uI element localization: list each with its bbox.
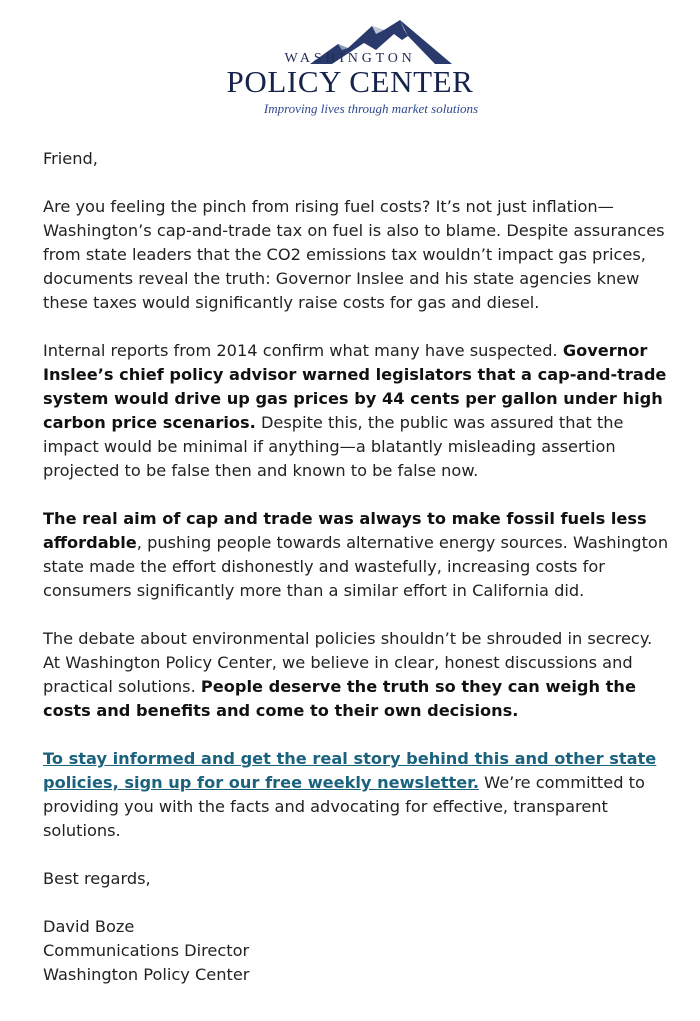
paragraph-1: Are you feeling the pinch from rising fuel costs? It’s not just inflation—Washington’s cap-and-trade tax on fuel is also to blame. Despite assurances from state leaders that the CO2 emissions tax wouldn’t impact gas prices, documents reveal the truth: Governor Inslee and his state agencies knew these taxes would significantly raise costs for gas and diesel.	[43, 197, 665, 312]
paragraph-5-end: We’re committed to providing you with the facts and advocating for effective, transparent solutions.	[43, 773, 645, 840]
paragraph-4-start: The debate about environmental policies shouldn’t be shrouded in secrecy. At Washington Policy Center, we believe in clear, honest discussions and practical solutions.	[43, 629, 653, 696]
paragraph-2-start: Internal reports from 2014 confirm what many have suspected.	[43, 341, 563, 360]
paragraph-2-bold: Governor Inslee’s chief policy advisor warned legislators that a cap-and-trade system would drive up gas prices by 44 cents per gallon under high carbon price scenarios.	[43, 341, 667, 432]
paragraph-4	[43, 627, 673, 723]
paragraph-2	[43, 339, 673, 483]
email-body	[43, 147, 673, 987]
logo-tagline: Improving lives through market solutions	[263, 101, 479, 116]
greeting: Friend,	[43, 149, 98, 168]
paragraph-3	[43, 507, 673, 603]
paragraph-3-end: , pushing people towards alternative energy sources. Washington state made the effort dishonestly and wastefully, increasing costs for consumers significantly more than a similar effort in California did.	[43, 533, 669, 600]
logo-org-top: WASHINGTON	[284, 51, 416, 66]
paragraph-3-bold: The real aim of cap and trade was always to make fossil fuels less affordable	[43, 509, 647, 552]
signature-title: Communications Director	[43, 941, 250, 960]
paragraph-2-end: Despite this, the public was assured that the impact would be minimal if anything—a blatantly misleading assertion projected to be false then and known to be false now.	[43, 413, 624, 480]
signature-org: Washington Policy Center	[43, 965, 250, 984]
signature-name: David Boze	[43, 917, 135, 936]
logo-org-main: POLICY CENTER	[226, 64, 474, 99]
newsletter-signup-link[interactable]: To stay informed and get the real story behind this and other state policies, sign up for our free weekly newsletter.	[43, 749, 657, 792]
header-logo[interactable]	[0, 10, 700, 120]
closing: Best regards,	[43, 869, 151, 888]
paragraph-5	[43, 747, 673, 843]
paragraph-4-bold: People deserve the truth so they can weigh the costs and benefits and come to their own decisions.	[43, 677, 636, 720]
